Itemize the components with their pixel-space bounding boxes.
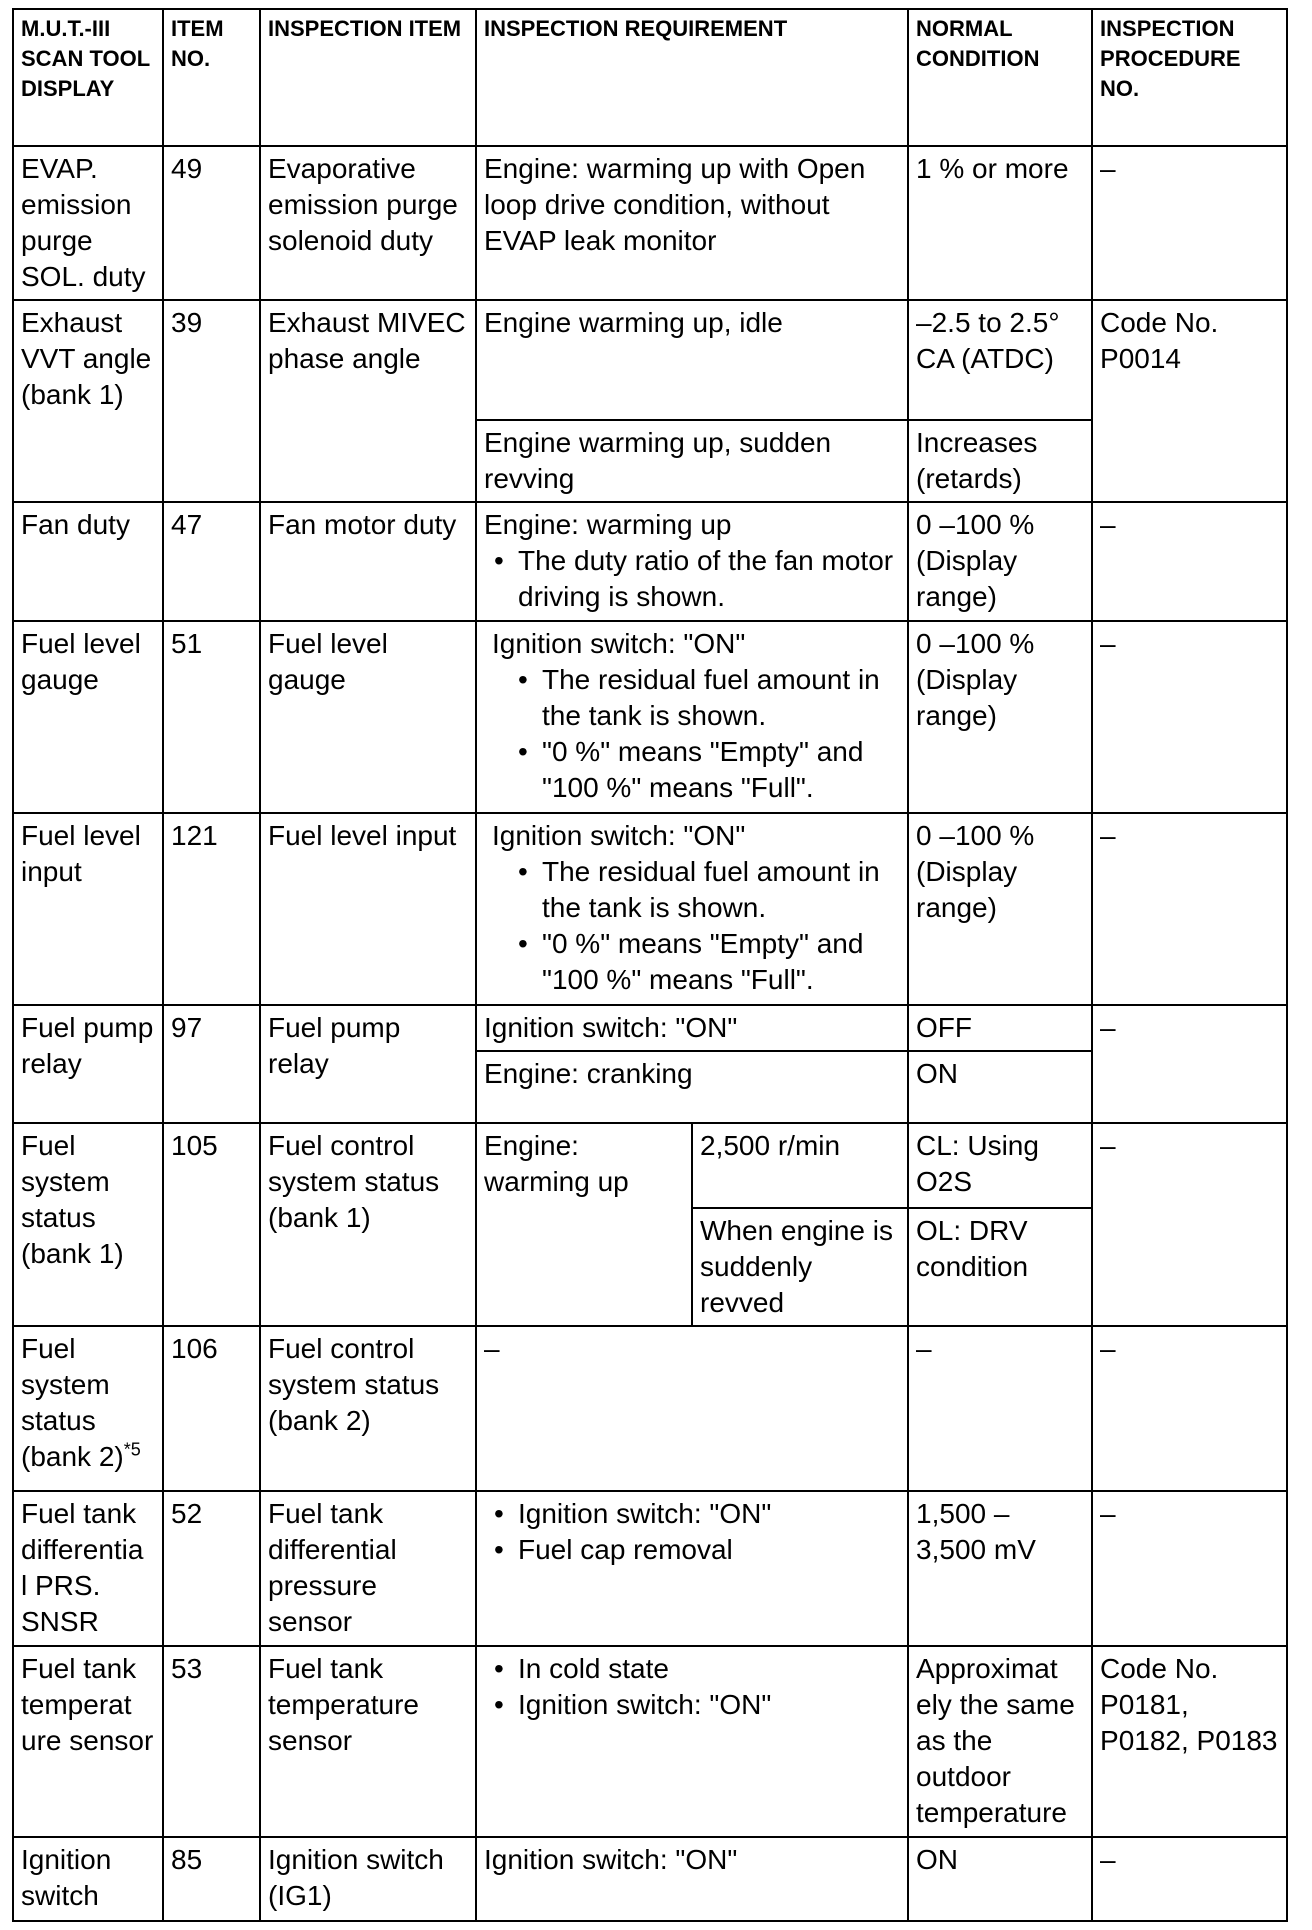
cell-item: Ignition switch (IG1): [260, 1837, 476, 1921]
cell-item: Fuel level input: [260, 813, 476, 1005]
cell-procedure: Code No. P0181, P0182, P0183: [1092, 1646, 1287, 1837]
cell-procedure: –: [1092, 1123, 1287, 1325]
cell-item: Evaporative emission purge solenoid duty: [260, 146, 476, 300]
table-row: [13, 1491, 1287, 1646]
requirement-list: [508, 854, 900, 998]
cell-normal: OL: DRV condition: [908, 1208, 1092, 1326]
cell-display: Fan duty: [13, 502, 163, 621]
cell-normal: CL: Using O2S: [908, 1123, 1092, 1207]
table-row: [13, 621, 1287, 813]
cell-item-no: 39: [163, 300, 260, 502]
cell-requirement: –: [476, 1326, 908, 1491]
requirement-list: [484, 1496, 900, 1568]
cell-item: Fuel control system status (bank 2): [260, 1326, 476, 1491]
list-item: • The duty ratio of the fan motor driving is shown.: [484, 543, 900, 615]
cell-procedure: Code No. P0014: [1092, 300, 1287, 502]
table-row: [13, 1005, 1287, 1051]
cell-requirement-sub: 2,500 r/min: [692, 1123, 908, 1207]
cell-procedure: –: [1092, 1837, 1287, 1921]
cell-procedure: –: [1092, 146, 1287, 300]
cell-item-no: 121: [163, 813, 260, 1005]
table-row: [13, 300, 1287, 420]
header-normal: NORMAL CONDITION: [908, 9, 1092, 146]
cell-item: Fuel tank differential pressure sensor: [260, 1491, 476, 1646]
cell-requirement: Engine warming up, sudden revving: [476, 420, 908, 502]
cell-normal: 1,500 – 3,500 mV: [908, 1491, 1092, 1646]
cell-procedure: –: [1092, 1326, 1287, 1491]
cell-display: Fuel pump relay: [13, 1005, 163, 1123]
inspection-table: [12, 8, 1288, 1922]
cell-normal: –: [908, 1326, 1092, 1491]
table-row: [13, 813, 1287, 1005]
cell-normal: 1 % or more: [908, 146, 1092, 300]
header-requirement: INSPECTION REQUIREMENT: [476, 9, 908, 146]
cell-normal: 0 –100 % (Display range): [908, 621, 1092, 813]
table-row: [13, 1326, 1287, 1491]
requirement-list: [484, 543, 900, 615]
cell-requirement: Engine warming up, idle: [476, 300, 908, 420]
cell-item: Fan motor duty: [260, 502, 476, 621]
cell-item-no: 97: [163, 1005, 260, 1123]
cell-normal: 0 –100 % (Display range): [908, 502, 1092, 621]
cell-procedure: –: [1092, 1005, 1287, 1123]
cell-item-no: 49: [163, 146, 260, 300]
cell-procedure: –: [1092, 502, 1287, 621]
cell-item-no: 106: [163, 1326, 260, 1491]
list-item: • In cold state: [484, 1651, 900, 1687]
table-row: [13, 502, 1287, 621]
cell-normal: ON: [908, 1051, 1092, 1123]
cell-normal: 0 –100 % (Display range): [908, 813, 1092, 1005]
cell-requirement: [476, 621, 908, 813]
cell-procedure: –: [1092, 813, 1287, 1005]
cell-normal: Approximat ely the same as the outdoor temperature: [908, 1646, 1092, 1837]
list-item: • The residual fuel amount in the tank is shown.: [508, 854, 900, 926]
footnote-marker: *5: [123, 1439, 141, 1460]
display-text: Fuel system status (bank 2): [21, 1332, 124, 1472]
cell-requirement: Ignition switch: "ON": [476, 1837, 908, 1921]
list-item: • Ignition switch: "ON": [484, 1496, 900, 1532]
table-row: [13, 146, 1287, 300]
cell-item-no: 53: [163, 1646, 260, 1837]
cell-requirement: Engine: warming up: [476, 1123, 692, 1325]
requirement-list: [484, 1651, 900, 1723]
cell-item-no: 85: [163, 1837, 260, 1921]
cell-item: Exhaust MIVEC phase angle: [260, 300, 476, 502]
cell-requirement: Ignition switch: "ON": [476, 1005, 908, 1051]
requirement-list: [508, 662, 900, 806]
table-row: [13, 1646, 1287, 1837]
cell-item-no: 51: [163, 621, 260, 813]
cell-item-no: 52: [163, 1491, 260, 1646]
cell-requirement: Engine: cranking: [476, 1051, 908, 1123]
cell-display: Fuel tank temperat ure sensor: [13, 1646, 163, 1837]
cell-procedure: –: [1092, 1491, 1287, 1646]
cell-requirement: [476, 1646, 908, 1837]
cell-normal: ON: [908, 1837, 1092, 1921]
inspection-table-page: [12, 8, 1286, 1922]
cell-requirement: Engine: warming up with Open loop drive condition, without EVAP leak monitor: [476, 146, 908, 300]
requirement-heading: Ignition switch: "ON": [492, 628, 746, 660]
cell-requirement: [476, 813, 908, 1005]
cell-item-no: 47: [163, 502, 260, 621]
cell-item: Fuel control system status (bank 1): [260, 1123, 476, 1325]
cell-display: EVAP. emission purge SOL. duty: [13, 146, 163, 300]
table-row: [13, 1123, 1287, 1207]
cell-item: Fuel pump relay: [260, 1005, 476, 1123]
list-item: • "0 %" means "Empty" and "100 %" means "Full".: [508, 734, 900, 806]
list-item: • The residual fuel amount in the tank is shown.: [508, 662, 900, 734]
list-item: • "0 %" means "Empty" and "100 %" means "Full".: [508, 926, 900, 998]
cell-normal: –2.5 to 2.5° CA (ATDC): [908, 300, 1092, 420]
list-item: • Fuel cap removal: [484, 1532, 900, 1568]
cell-display: Fuel tank differentia l PRS. SNSR: [13, 1491, 163, 1646]
cell-display: Fuel system status (bank 1): [13, 1123, 163, 1325]
cell-requirement: [476, 1491, 908, 1646]
cell-item-no: 105: [163, 1123, 260, 1325]
cell-display: Fuel level input: [13, 813, 163, 1005]
cell-requirement: [476, 502, 908, 621]
cell-item: Fuel level gauge: [260, 621, 476, 813]
cell-normal: OFF: [908, 1005, 1092, 1051]
table-row: [13, 1837, 1287, 1921]
cell-display: Fuel level gauge: [13, 621, 163, 813]
header-item-no: ITEM NO.: [163, 9, 260, 146]
cell-requirement-sub: When engine is suddenly revved: [692, 1208, 908, 1326]
header-display: M.U.T.-III SCAN TOOL DISPLAY: [13, 9, 163, 146]
header-procedure: INSPECTION PROCEDURE NO.: [1092, 9, 1287, 146]
requirement-heading: Engine: warming up: [484, 509, 732, 541]
cell-procedure: –: [1092, 621, 1287, 813]
cell-display: [13, 1326, 163, 1491]
list-item: • Ignition switch: "ON": [484, 1687, 900, 1723]
cell-normal: Increases (retards): [908, 420, 1092, 502]
cell-display: Ignition switch: [13, 1837, 163, 1921]
cell-item: Fuel tank temperature sensor: [260, 1646, 476, 1837]
header-row: [13, 9, 1287, 146]
requirement-heading: Ignition switch: "ON": [492, 820, 746, 852]
header-item: INSPECTION ITEM: [260, 9, 476, 146]
cell-display: Exhaust VVT angle (bank 1): [13, 300, 163, 502]
